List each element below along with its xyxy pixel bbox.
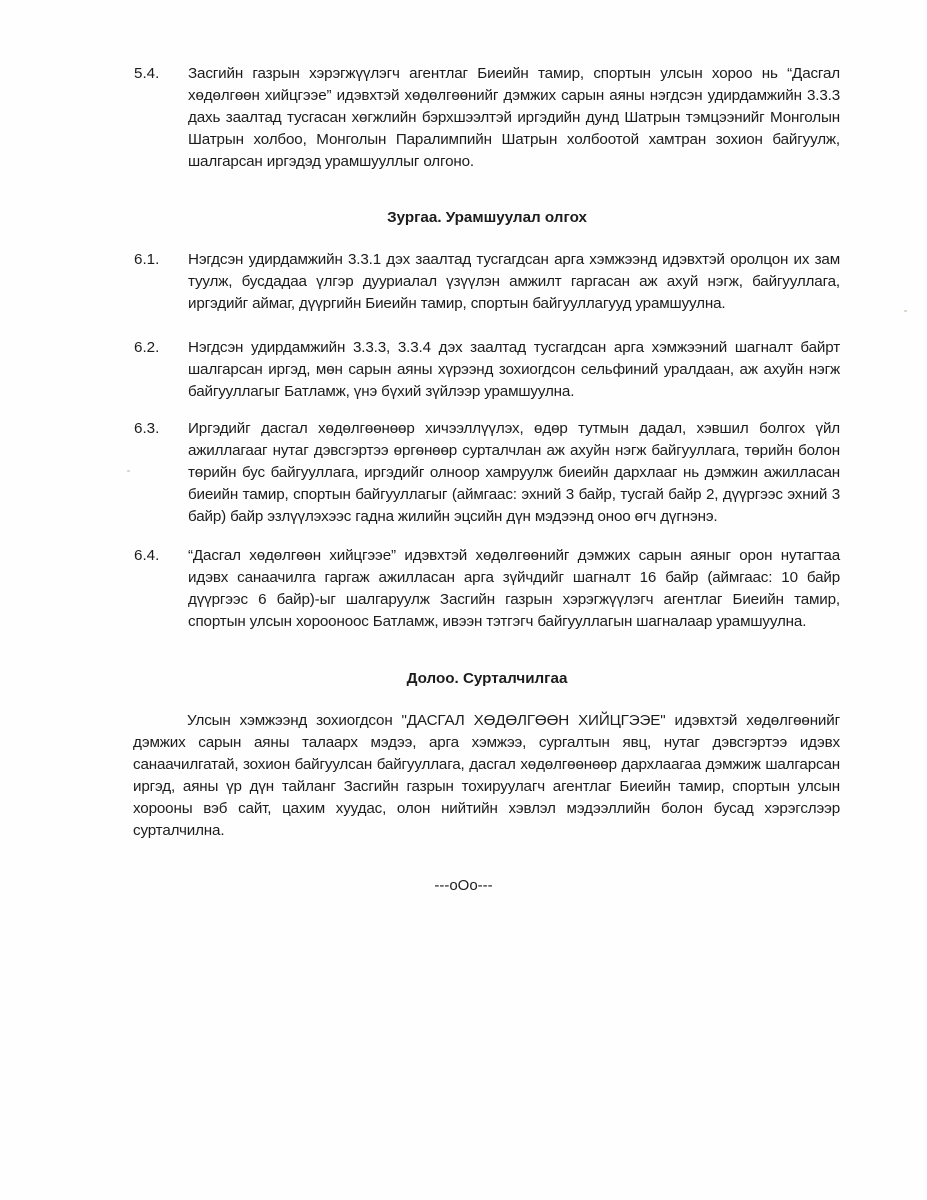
- clause-text: Нэгдсэн удирдамжийн 3.3.3, 3.3.4 дэх заалтад тусгагдсан арга хэмжээний шагналт байрт шалгарсан иргэд, мөн сарын аяны хүрээнд зохиогдсон сельфиний уралдаан, аж ахуйн нэгж байгууллагыг Батламж, үнэ бүхий зүйлээр урамшуулна.: [188, 339, 840, 400]
- clause-number: 6.3.: [134, 420, 160, 437]
- clause-number: 5.4.: [134, 65, 160, 82]
- clause-text: Нэгдсэн удирдамжийн 3.3.1 дэх заалтад тусгагдсан арга хэмжээнд идэвхтэй оролцон их зам туулж, бусдадаа үлгэр дууриалал үзүүлэн амжилт гаргасан аж ахуй нэгж, байгууллага, иргэдийг аймаг, дүүргийн Биеийн тамир, спортын байгууллагууд урамшуулна.: [188, 251, 840, 312]
- clause-number: 6.2.: [134, 339, 160, 356]
- scan-artifact: [127, 470, 130, 472]
- clause-text: Иргэдийг дасгал хөдөлгөөнөөр хичээллүүлэх, өдөр тутмын дадал, хэвшил болгох үйл ажиллагааг нутаг дэвсгэртээ өргөнөөр сурталчлан аж ахуйн нэгж байгууллага, төрийн болон төрийн бус байгууллага, иргэдийг олноор хамруулж биеийн дархлааг нь дэмжин ажилласан биеийн тамир, спортын байгууллагыг (аймгаас: эхний 3 байр, тусгай байр 2, дүүргээс эхний 3 байр) байр эзлүүлэхээс гадна жилийн эцсийн дүн мэдээнд оноо өгч дүгнэнэ.: [188, 420, 840, 525]
- clause-6-4: [134, 545, 840, 633]
- end-mark: ---oOo---: [434, 877, 493, 894]
- clause-6-2: [134, 337, 840, 403]
- clause-text: Засгийн газрын хэрэгжүүлэгч агентлаг Биеийн тамир, спортын улсын хороо нь “Дасгал хөдөлгөөн хийцгээе” идэвхтэй хөдөлгөөнийг дэмжих сарын аяны нэгдсэн удирдамжийн 3.3.3 дахь заалтад тусгасан хөгжлийн бэрхшээлтэй иргэдийн дунд Шатрын тэмцээнийг Монголын Шатрын холбоо, Монголын Паралимпийн Шатрын холбоотой хамтран зохион байгуулж, шалгарсан иргэдэд урамшууллыг олгоно.: [188, 65, 840, 170]
- clause-number: 6.1.: [134, 251, 160, 268]
- scan-artifact: [904, 310, 907, 312]
- clause-5-4: [134, 63, 840, 173]
- clause-6-3: [134, 418, 840, 528]
- clause-6-1: [134, 249, 840, 315]
- section-6-heading: Зургаа. Урамшуулал олгох: [387, 209, 587, 226]
- section-7-paragraph: Улсын хэмжээнд зохиогдсон "ДАСГАЛ ХӨДӨЛГӨӨН ХИЙЦГЭЭЕ" идэвхтэй хөдөлгөөнийг дэмжих сарын аяны талаарх мэдээ, арга хэмжээ, сургалтын явц, нутаг дэвсгэртээ идэвх санаачилгатай, зохион байгуулсан байгууллага, дасгал хөдөлгөөнөөр дархлаагаа дэмжиж шалгарсан иргэд, аяны үр дүн тайланг Засгийн газрын тохируулагч агентлаг Биеийн тамир, спортын улсын хорооны вэб сайт, цахим хуудас, олон нийтийн хэвлэл мэдээллийн болон бусад хэрэгслээр сурталчилна.: [133, 712, 840, 839]
- clause-text: “Дасгал хөдөлгөөн хийцгээе” идэвхтэй хөдөлгөөнийг дэмжих сарын аяныг орон нутагтаа идэвх санаачилга гаргаж ажилласан арга зүйчдийг шагналт 16 байр (аймгаас: 10 байр дүүргээс 6 байр)-ыг шалгаруулж Засгийн газрын хэрэгжүүлэгч агентлаг Биеийн тамир, спортын улсын хорооноос Батламж, ивээн тэтгэгч байгууллагын шагналаар урамшуулна.: [188, 547, 840, 630]
- clause-number: 6.4.: [134, 547, 160, 564]
- section-7-heading: Долоо. Сурталчилгаа: [406, 670, 568, 687]
